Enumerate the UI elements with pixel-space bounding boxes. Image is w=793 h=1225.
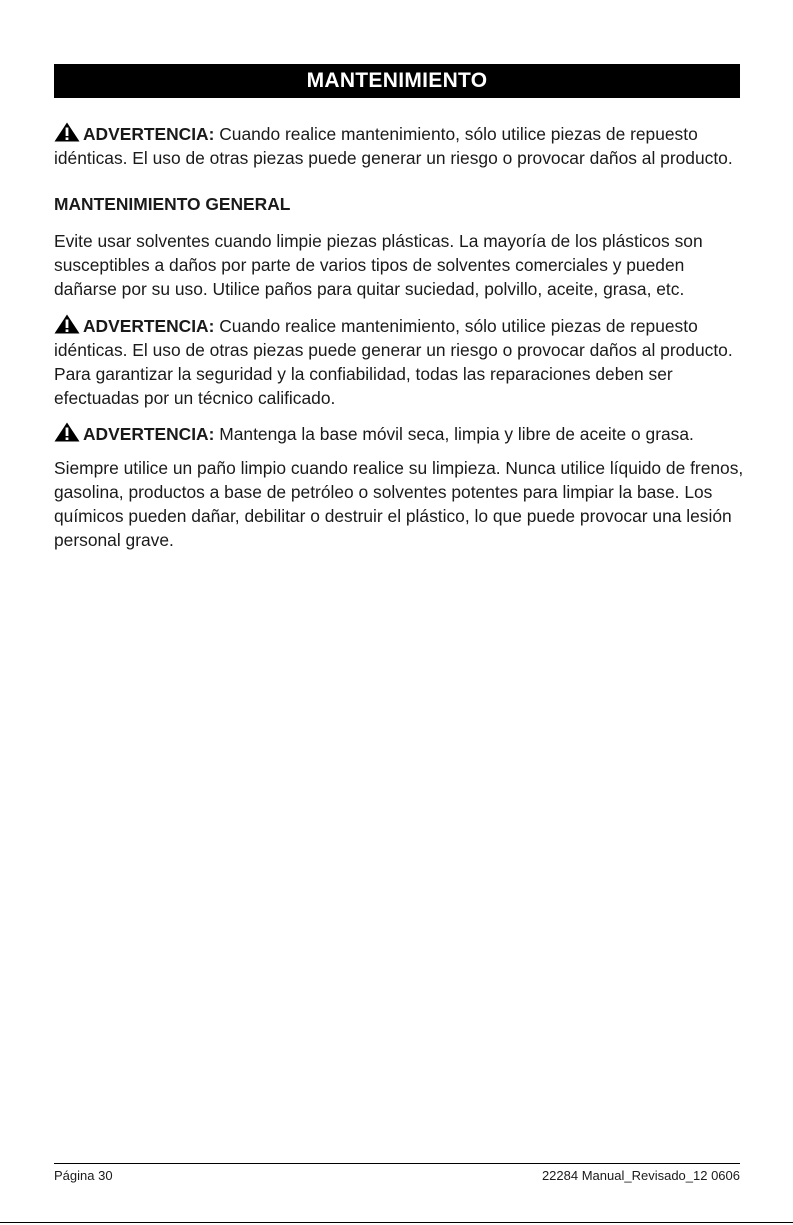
page-content — [54, 122, 744, 552]
page-number: Página 30 — [54, 1168, 113, 1183]
warning-1 — [54, 122, 744, 170]
closing-paragraph: Siempre utilice un paño limpio cuando realice su limpieza. Nunca utilice líquido de frenos, gasolina, productos a base de petróleo o solventes potentes para limpiar la base. Los químicos pueden dañar, debilitar o destruir el plástico, lo que puede provocar una lesión personal grave. — [54, 458, 744, 550]
warning-triangle-icon — [54, 314, 80, 334]
page-bottom-edge — [0, 1222, 793, 1223]
warning-1-text: Cuando realice mantenimiento, sólo utilice piezas de repuesto idénticas. El uso de otras piezas puede generar un riesgo o provocar daños al producto. — [54, 124, 733, 168]
footer-divider — [54, 1163, 740, 1164]
general-maintenance-paragraph: Evite usar solventes cuando limpie piezas plásticas. La mayoría de los plásticos son susceptibles a daños por parte de varios tipos de solventes comerciales y pueden dañarse por su uso. Utilice paños para quitar suciedad, polvillo, aceite, grasa, etc. — [54, 231, 703, 299]
warning-3-text: Mantenga la base móvil seca, limpia y libre de aceite o grasa. — [214, 424, 694, 444]
section-heading: MANTENIMIENTO GENERAL — [54, 194, 291, 214]
warning-3 — [54, 422, 744, 446]
warning-3-label: ADVERTENCIA: — [83, 424, 215, 444]
warning-2 — [54, 314, 744, 410]
warning-triangle-icon — [54, 422, 80, 442]
warning-1-label: ADVERTENCIA: — [83, 124, 215, 144]
page-title: MANTENIMIENTO — [54, 64, 740, 98]
warning-triangle-icon — [54, 122, 80, 142]
warning-2-label: ADVERTENCIA: — [83, 316, 215, 336]
warning-2-text: Cuando realice mantenimiento, sólo utilice piezas de repuesto idénticas. El uso de otras piezas puede generar un riesgo o provocar daños al producto. Para garantizar la seguridad y la confiabilidad, todas las reparaciones deben ser efectuadas por un técnico calificado. — [54, 316, 733, 408]
document-id: 22284 Manual_Revisado_12 0606 — [541, 1168, 740, 1183]
